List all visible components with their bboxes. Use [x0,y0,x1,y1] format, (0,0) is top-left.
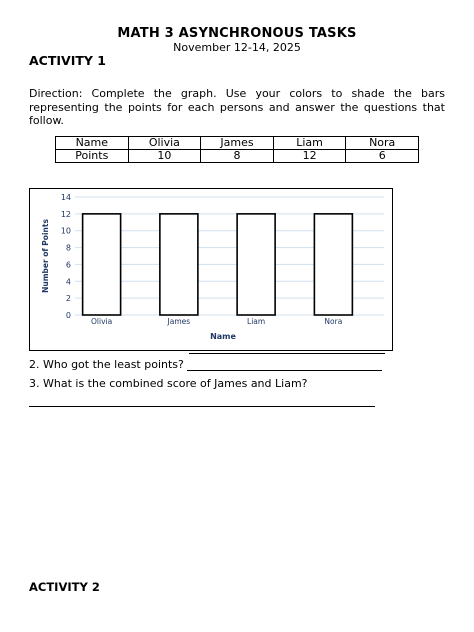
points-table [55,136,419,163]
table-name-liam: Liam [273,137,346,150]
table-points-olivia: 10 [128,150,201,163]
bar [160,214,198,315]
table-name-olivia: Olivia [128,137,201,150]
y-tick-label: 2 [65,294,71,304]
bar-chart-svg [30,189,392,350]
question-3-text: 3. What is the combined score of James and Liam? [29,377,308,390]
bar [314,214,352,315]
answer-blank-2[interactable] [187,358,382,371]
worksheet-date: November 12-14, 2025 [173,41,301,54]
x-tick-label: Liam [247,317,266,326]
answer-blank-1[interactable] [189,341,385,354]
table-points-nora: 6 [346,150,419,163]
y-tick-label: 6 [65,260,71,270]
question-2 [29,358,382,371]
question-3 [29,377,308,390]
table-points-james: 8 [201,150,274,163]
activity-1-direction: Direction: Complete the graph. Use your colors to shade the bars representing the points for each persons and answer the questions that follow. [29,87,445,127]
y-axis-title: Number of Points [41,219,50,293]
y-tick-label: 8 [65,243,71,253]
points-table-values-row [56,150,419,163]
x-tick-label: Nora [324,317,343,326]
bar [83,214,121,315]
y-tick-label: 4 [65,277,71,287]
y-tick-label: 14 [60,193,71,202]
y-tick-label: 12 [60,209,71,219]
table-name-nora: Nora [346,137,419,150]
bar [237,214,275,315]
question-2-text: 2. Who got the least points? [29,358,184,371]
x-tick-label: James [167,317,191,326]
activity-2-heading: ACTIVITY 2 [29,580,100,594]
question-1-partial [29,341,385,354]
table-row-label: Points [56,150,129,163]
answer-blank-3[interactable] [29,406,375,407]
worksheet-title: MATH 3 ASYNCHRONOUS TASKS [117,26,357,41]
table-points-liam: 12 [273,150,346,163]
x-tick-label: Olivia [91,317,113,326]
y-tick-label: 10 [60,226,71,236]
table-name-james: James [201,137,274,150]
y-tick-label: 0 [65,311,71,320]
bar-chart [29,188,393,351]
points-table-header-row [56,137,419,150]
table-header-label: Name [56,137,129,150]
activity-1-heading: ACTIVITY 1 [29,53,106,68]
x-axis-title: Name [210,332,236,341]
